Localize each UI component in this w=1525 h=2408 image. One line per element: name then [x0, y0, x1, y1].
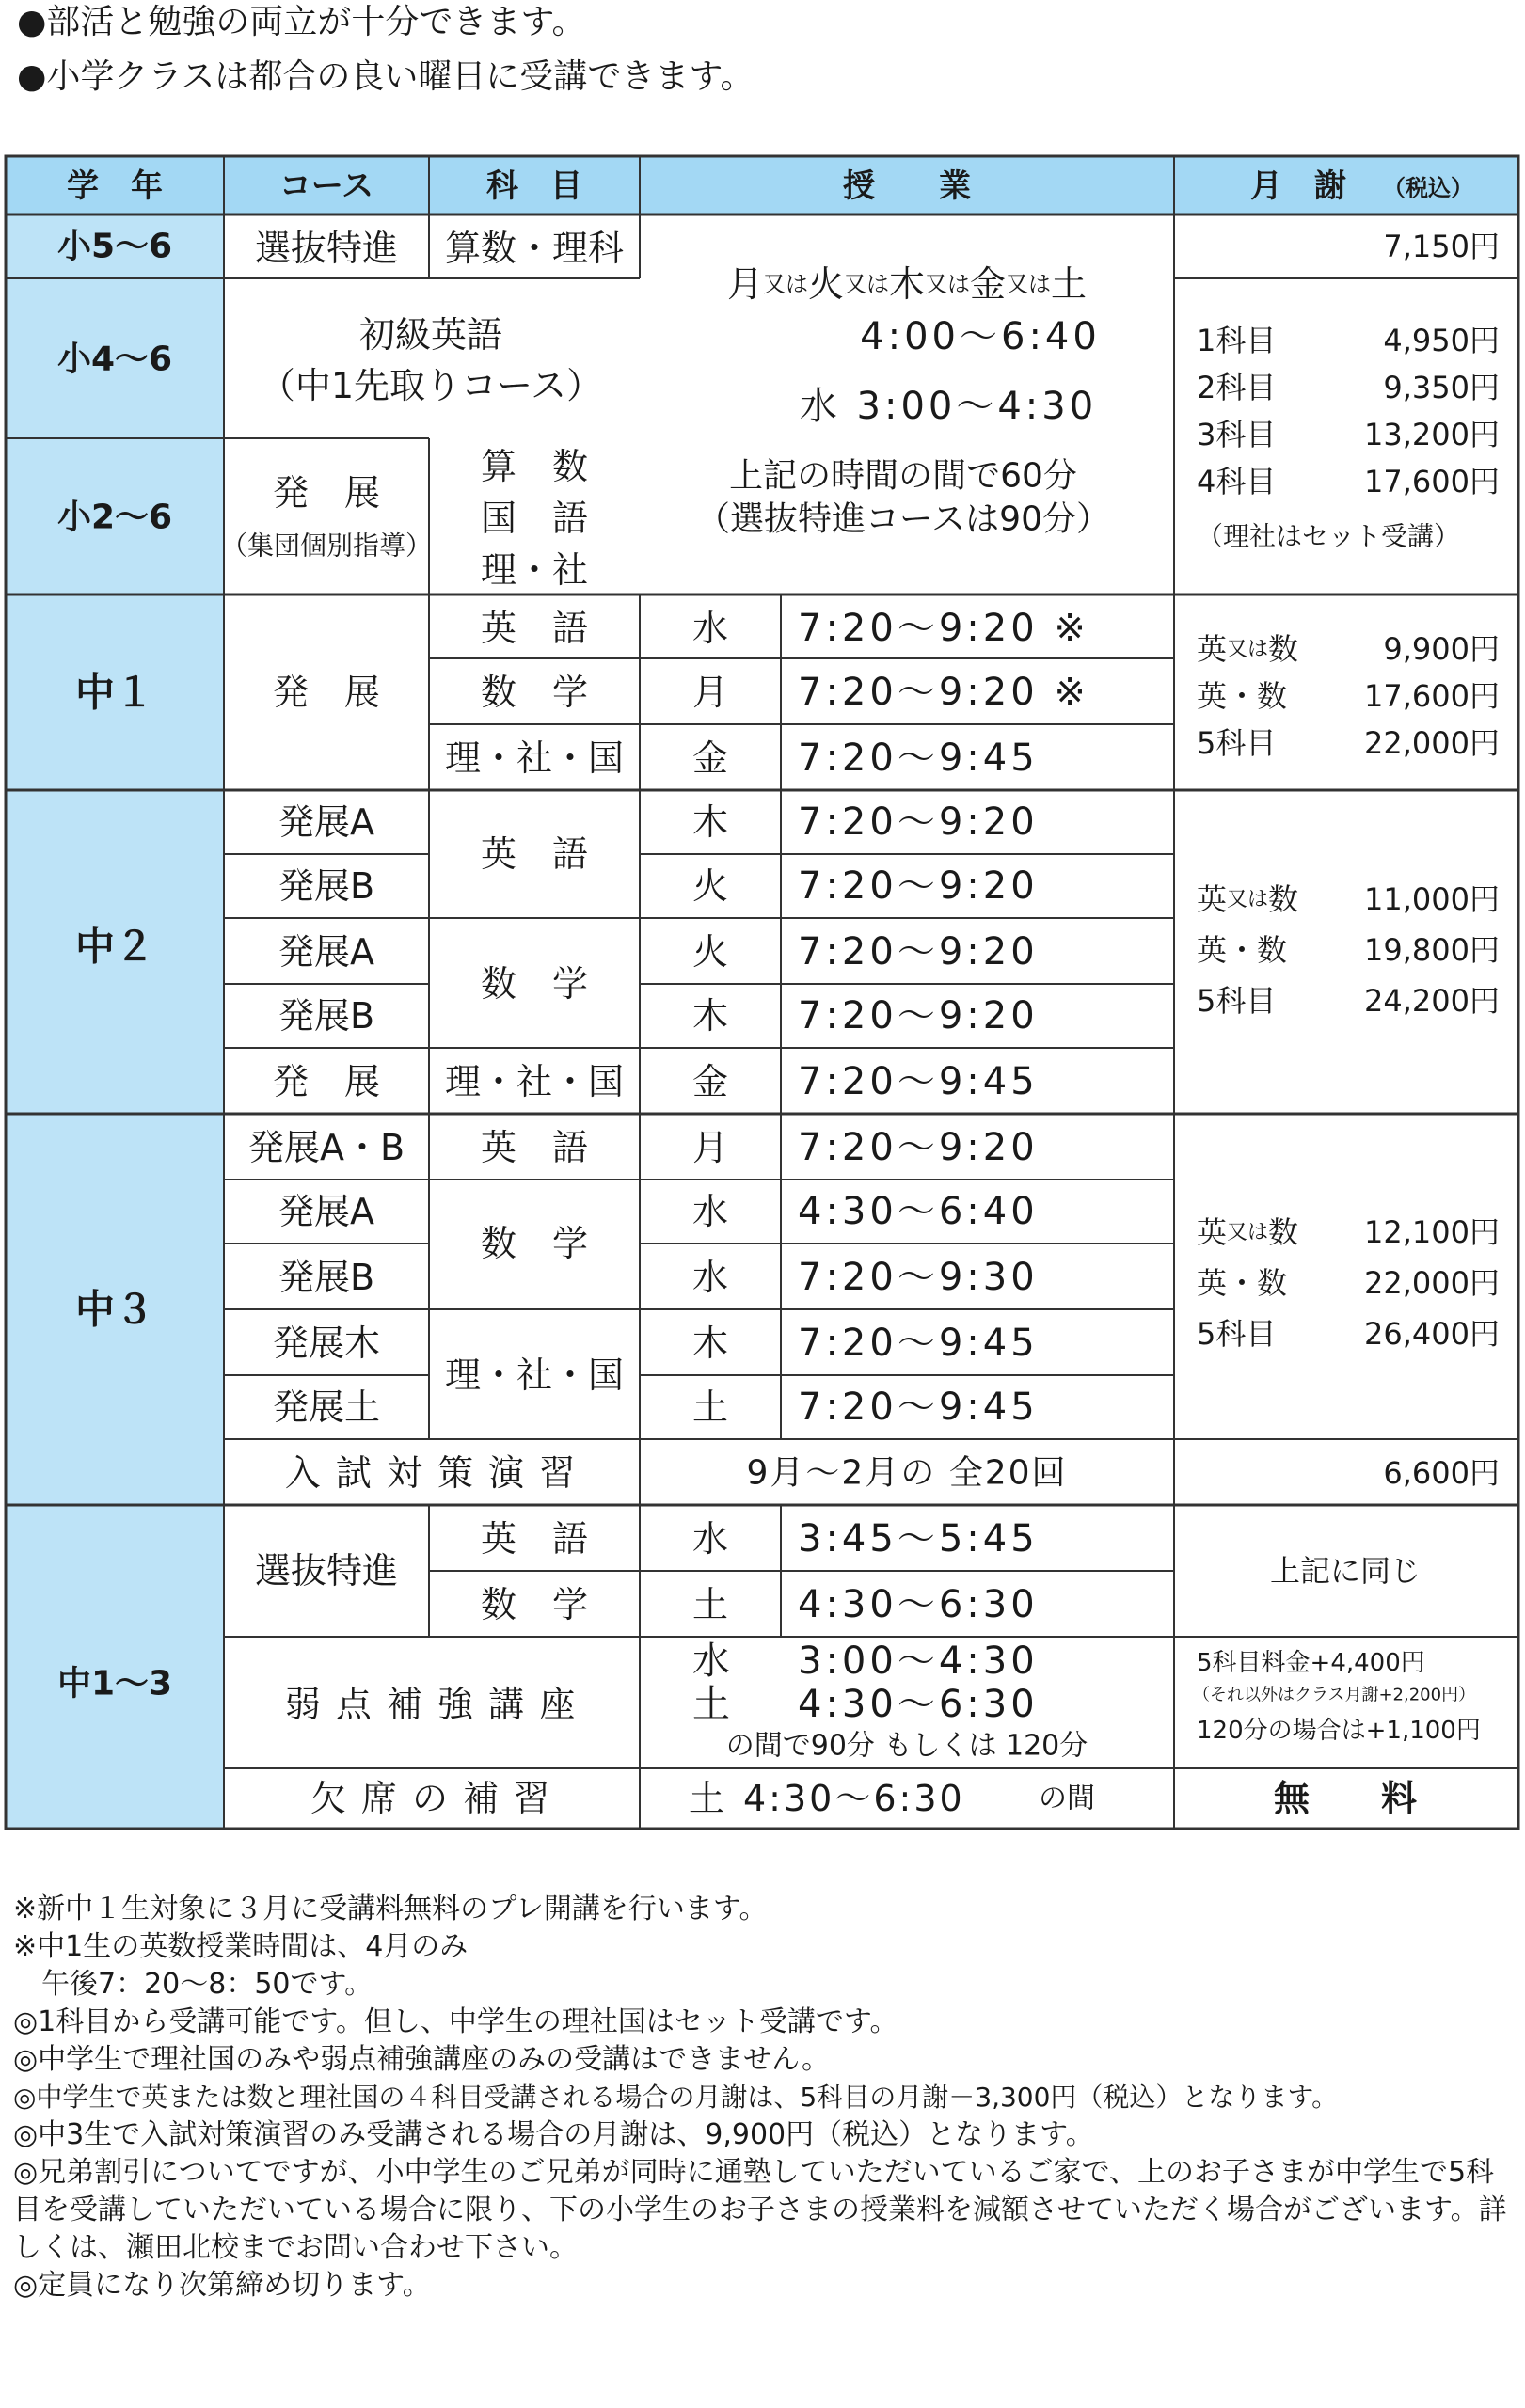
grade-chu1-3: 中1〜3 [56, 1664, 173, 1703]
header-lesson: 授 業 [843, 167, 971, 205]
fee-jakuten-3: 120分の場合は+1,100円 [1197, 1717, 1481, 1745]
day-chu1-sugaku: 月 [691, 672, 729, 713]
time-chu1-eigo: 7:20〜9:20 ※ [798, 607, 1089, 650]
subject-eigo-senbatsu: 英 語 [480, 1518, 589, 1560]
day-chu2-1: 木 [691, 801, 729, 843]
fee-chu1-value-1: 9,900円 [1383, 631, 1500, 667]
fee-chu3-value-2: 22,000円 [1364, 1265, 1500, 1301]
note-9: ◎定員になり次第締め切ります。 [13, 2269, 431, 2302]
grade-chu3: 中３ [74, 1286, 155, 1333]
fee-label-3: 3科目 [1197, 417, 1277, 452]
time-chu3-3: 7:20〜9:30 [798, 1256, 1039, 1299]
time-chu3-1: 7:20〜9:20 [798, 1126, 1039, 1169]
elem-time-2: 水 3:00〜4:30 [799, 385, 1098, 428]
grade-column-bg [6, 214, 224, 1829]
course-senbatsu: 選抜特進 [254, 228, 399, 269]
fee-value-2: 9,350円 [1383, 370, 1500, 405]
jakuten-note: の間で90分 もしくは 120分 [725, 1729, 1088, 1763]
nyushi-schedule: 9月〜2月の 全20回 [746, 1453, 1068, 1493]
course-chu3-4: 発展木 [272, 1323, 381, 1364]
fee-value-4: 17,600円 [1364, 464, 1500, 499]
note-7: ◎中3生で入試対策演習のみ受講される場合の月謝は、9,900円（税込）となります。 [13, 2118, 1094, 2151]
course-shokyu-eigo-sub: （中1先取りコース） [259, 365, 603, 406]
grade-sho5-6: 小5〜6 [56, 227, 173, 266]
day-chu3-1: 月 [691, 1127, 729, 1168]
subject-sugaku-chu3: 数 学 [480, 1223, 589, 1264]
fee-kesseki: 無 料 [1273, 1778, 1418, 1819]
elem-time-1: 4:00〜6:40 [860, 315, 1101, 358]
fee-value-1: 4,950円 [1383, 323, 1500, 358]
course-chu2-3: 発展A [278, 931, 374, 973]
fee-chu1-value-3: 22,000円 [1364, 725, 1500, 761]
course-chu2-2: 発展B [278, 865, 375, 907]
time-chu2-4: 7:20〜9:20 [798, 994, 1039, 1038]
day-chu1-rishakoku: 金 [691, 737, 729, 779]
fee-chu3-label-1: 英又は数 [1197, 1214, 1299, 1250]
course-chu3-2: 発展A [278, 1191, 374, 1232]
grade-sho2-6: 小2〜6 [56, 498, 173, 537]
course-chu2-5: 発 展 [272, 1061, 381, 1102]
fee-value-3: 13,200円 [1364, 417, 1500, 452]
course-nyushi: 入 試 対 策 演 習 [284, 1452, 578, 1494]
intro-line-2: ●小学クラスは都合の良い曜日に受講できます。 [17, 57, 755, 96]
time-senbatsu-1: 3:45〜5:45 [798, 1517, 1039, 1560]
fee-chu2-value-2: 19,800円 [1364, 932, 1500, 968]
fee-label-1: 1科目 [1197, 323, 1277, 358]
course-senbatsu-chu: 選抜特進 [254, 1550, 399, 1592]
jakuten-time-2: 4:30〜6:30 [798, 1683, 1039, 1726]
fee-chu2-value-3: 24,200円 [1364, 983, 1500, 1019]
course-kesseki: 欠 席 の 補 習 [310, 1778, 552, 1819]
note-2: ※中1生の英数授業時間は、4月のみ [13, 1930, 469, 1963]
course-chu2-1: 発展A [278, 801, 374, 843]
note-6: ◎中学生で英または数と理社国の４科目受講される場合の月謝は、5科目の月謝－3,300円（税込）となります。 [13, 2082, 1339, 2113]
course-hatten-elem: 発 展 [272, 472, 381, 514]
fee-sho5-6: 7,150円 [1383, 229, 1500, 264]
day-chu3-2: 水 [691, 1191, 729, 1232]
course-jakuten: 弱 点 補 強 講 座 [284, 1684, 578, 1725]
header-grade: 学 年 [67, 167, 163, 205]
course-hatten-chu1: 発 展 [272, 672, 381, 713]
course-chu3-1: 発展A・B [247, 1127, 405, 1168]
day-senbatsu-1: 水 [691, 1518, 729, 1560]
time-chu2-2: 7:20〜9:20 [798, 864, 1039, 908]
subject-eigo-chu1: 英 語 [480, 608, 589, 649]
time-chu1-rishakoku: 7:20〜9:45 [798, 737, 1039, 780]
subject-rishakoku-chu2: 理・社・国 [444, 1061, 625, 1102]
subject-eigo-chu2: 英 語 [480, 833, 589, 875]
fee-chu2-label-3: 5科目 [1197, 983, 1277, 1019]
jakuten-day-2: 土 [692, 1683, 730, 1726]
grade-chu2: 中２ [74, 923, 155, 970]
kesseki-time: 4:30〜6:30 [743, 1778, 965, 1819]
day-chu1-eigo: 水 [691, 608, 729, 649]
fee-chu3-value-1: 12,100円 [1364, 1214, 1500, 1250]
fee-chu3-value-3: 26,400円 [1364, 1316, 1500, 1352]
fee-label-2: 2科目 [1197, 370, 1277, 405]
subject-rishakoku-chu3: 理・社・国 [444, 1354, 625, 1396]
course-chu3-3: 発展B [278, 1257, 375, 1298]
elem-days: 月又は火又は木又は金又は土 [726, 263, 1088, 305]
time-chu3-4: 7:20〜9:45 [798, 1322, 1039, 1365]
course-chu2-4: 発展B [278, 995, 375, 1037]
jakuten-day-1: 水 [692, 1640, 730, 1683]
fee-chu1-label-2: 英・数 [1197, 678, 1288, 714]
header-subject: 科 目 [486, 167, 582, 205]
course-chu3-5: 発展土 [272, 1386, 381, 1428]
fee-chu1-label-1: 英又は数 [1197, 631, 1299, 667]
elem-note-2: （選抜特進コースは90分） [695, 499, 1111, 539]
fee-note-rishya: （理社はセット受講） [1197, 520, 1461, 552]
course-shokyu-eigo: 初級英語 [358, 314, 503, 356]
subject-eigo-chu3: 英 語 [480, 1127, 589, 1168]
day-chu2-3: 火 [691, 931, 729, 973]
time-senbatsu-2: 4:30〜6:30 [798, 1583, 1039, 1626]
fee-chu1-value-2: 17,600円 [1364, 678, 1500, 714]
day-chu3-4: 木 [691, 1323, 729, 1364]
day-chu3-3: 水 [691, 1257, 729, 1298]
elem-note-1: 上記の時間の間で60分 [729, 456, 1077, 496]
note-5: ◎中学生で理社国のみや弱点補強講座のみの受講はできません。 [13, 2043, 830, 2076]
day-chu2-2: 火 [691, 865, 729, 907]
subject-sugaku-chu1: 数 学 [480, 672, 589, 713]
grade-sho4-6: 小4〜6 [56, 340, 173, 379]
fee-jakuten-1: 5科目料金+4,400円 [1197, 1649, 1425, 1677]
fee-senbatsu: 上記に同じ [1269, 1553, 1422, 1589]
time-chu2-3: 7:20〜9:20 [798, 930, 1039, 974]
day-chu2-4: 木 [691, 995, 729, 1037]
subject-rishya: 理・社 [480, 549, 589, 591]
time-chu3-5: 7:20〜9:45 [798, 1386, 1039, 1429]
header-fee-note: （税込） [1383, 175, 1473, 201]
kesseki-suffix: の間 [1039, 1782, 1095, 1815]
header-course: コース [278, 167, 374, 205]
intro-line-1: ●部活と勉強の両立が十分できます。 [17, 3, 586, 41]
fee-jakuten-2: （それ以外はクラス月謝+2,200円） [1193, 1685, 1476, 1705]
time-chu2-5: 7:20〜9:45 [798, 1060, 1039, 1103]
header-fee: 月 謝 [1250, 167, 1346, 205]
time-chu3-2: 4:30〜6:40 [798, 1190, 1039, 1233]
fee-chu1-label-3: 5科目 [1197, 725, 1277, 761]
subject-kokugo: 国 語 [480, 498, 589, 539]
note-8: ◎兄弟割引についてですが、小中学生のご兄弟が同時に通塾していただいているご家で、上のお子さまが中学生で5科目を受講していただいている場合に限り、下の小学生のお子さまの授業料を減額させていただく場合がございます。詳しくは、瀬田北校までお問い合わせ下さい。 [13, 2156, 1507, 2264]
time-chu2-1: 7:20〜9:20 [798, 800, 1039, 844]
day-senbatsu-2: 土 [691, 1584, 729, 1625]
kesseki-day: 土 [689, 1778, 725, 1819]
fee-nyushi: 6,600円 [1383, 1455, 1500, 1491]
fee-chu3-label-3: 5科目 [1197, 1316, 1277, 1352]
subject-sansu-rika: 算数・理科 [444, 228, 625, 269]
note-3: 午後7：20〜8：50です。 [13, 1968, 373, 2001]
note-4: ◎1科目から受講可能です。但し、中学生の理社国はセット受講です。 [13, 2005, 898, 2038]
section-lines [6, 214, 1518, 1505]
subject-sugaku-senbatsu: 数 学 [480, 1584, 589, 1625]
day-chu2-5: 金 [691, 1061, 729, 1102]
note-1: ※新中１生対象に３月に受講料無料のプレ開講を行います。 [13, 1893, 768, 1925]
notes-section [13, 1891, 1518, 2305]
day-chu3-5: 土 [691, 1386, 729, 1428]
subject-rishakoku-chu1: 理・社・国 [444, 737, 625, 779]
fee-chu3-label-2: 英・数 [1197, 1265, 1288, 1301]
jakuten-time-1: 3:00〜4:30 [798, 1640, 1039, 1683]
fee-label-4: 4科目 [1197, 464, 1277, 499]
time-chu1-sugaku: 7:20〜9:20 ※ [798, 671, 1089, 714]
fee-chu2-label-1: 英又は数 [1197, 881, 1299, 917]
course-hatten-elem-sub: （集団個別指導） [220, 530, 433, 562]
subject-sugaku-chu2: 数 学 [480, 963, 589, 1005]
fee-chu2-value-1: 11,000円 [1364, 881, 1500, 917]
fee-chu2-label-2: 英・数 [1197, 932, 1288, 968]
grade-chu1: 中１ [74, 669, 155, 716]
subject-sansu: 算 数 [480, 446, 589, 487]
